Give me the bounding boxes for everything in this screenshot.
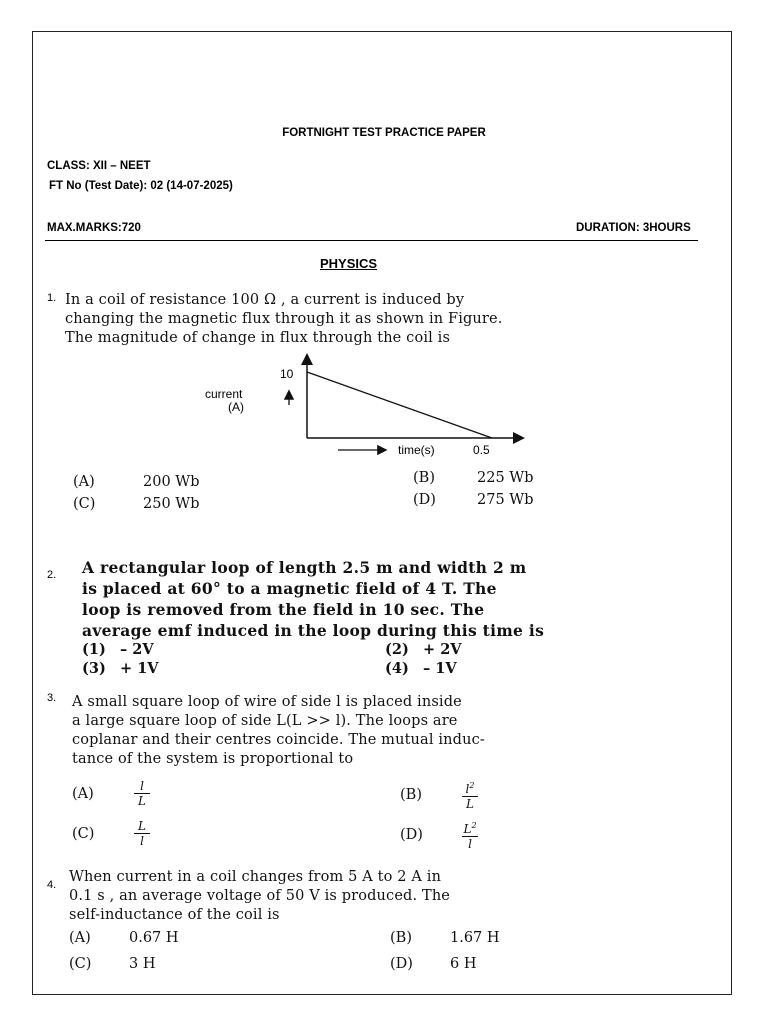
question-1-option-c[interactable] (73, 496, 199, 512)
option-label: (B) (390, 930, 412, 946)
question-2-text: A rectangular loop of length 2.5 m and width 2 m is placed at 60° to a magnetic field of 4 T. The loop is removed from the field in 10 sec. The average emf induced in the loop during this time is (82, 558, 545, 640)
fraction-denominator: l (468, 837, 472, 851)
question-4-option-a[interactable] (69, 930, 179, 946)
option-label: (A) (72, 785, 94, 802)
test-date-line: FT No (Test Date): 02 (14-07-2025) (49, 180, 233, 192)
page-border (32, 31, 732, 995)
option-text: – 1V (423, 660, 457, 677)
fraction-numerator-wrap (463, 819, 476, 836)
class-line: CLASS: XII – NEET (47, 160, 151, 172)
section-title: PHYSICS (320, 256, 378, 271)
option-text: 0.67 H (129, 930, 179, 946)
question-2-option-2[interactable] (385, 641, 462, 658)
option-text: + 1V (120, 660, 159, 677)
x-tick-05: 0.5 (473, 443, 490, 457)
option-label: (C) (72, 825, 95, 842)
option-text: 6 H (450, 956, 477, 972)
question-1-option-b[interactable] (413, 470, 533, 486)
duration: DURATION: 3HOURS (576, 222, 691, 234)
question-2-option-4[interactable] (385, 660, 457, 677)
question-1-text: In a coil of resistance 100 Ω , a current is induced by changing the magnetic flux through it as shown in Figure. The magnitude of change in flux through the coil is (65, 292, 503, 346)
x-label-time: time(s) (398, 443, 435, 457)
option-text: 200 Wb (143, 474, 200, 490)
fraction-numerator: L (463, 822, 472, 836)
option-label: (4) (385, 660, 409, 677)
option-label: (C) (69, 956, 92, 972)
option-label: (D) (390, 956, 413, 972)
option-text: 3 H (129, 956, 156, 972)
question-1-option-d[interactable] (413, 492, 533, 508)
option-text: 1.67 H (450, 930, 500, 946)
fraction-denominator: L (138, 794, 146, 808)
fraction-denominator: l (140, 834, 144, 848)
max-marks: MAX.MARKS:720 (47, 222, 141, 234)
option-label: (A) (73, 474, 95, 490)
y-label-current: current (205, 387, 243, 401)
option-label: (A) (69, 930, 91, 946)
fraction-exponent: 2 (469, 781, 475, 790)
fraction-numerator: l (465, 782, 470, 796)
option-label: (D) (413, 492, 436, 508)
fraction (134, 819, 150, 848)
option-text: – 2V (120, 641, 154, 658)
question-3-option-a[interactable] (72, 779, 150, 808)
question-4-option-d[interactable] (390, 956, 476, 972)
question-3-text: A small square loop of wire of side l is placed inside a large square loop of side L(L >> l). The loops are coplanar and their centres coincide. The mutual induc- tance of the system is proportional to (72, 694, 485, 767)
question-2-option-1[interactable] (82, 641, 154, 658)
question-4-number: 4. (47, 879, 57, 891)
fraction (462, 779, 478, 811)
y-label-unit: (A) (228, 400, 244, 414)
question-4-option-b[interactable] (390, 930, 500, 946)
question-2-option-3[interactable] (82, 660, 159, 677)
question-3-option-d[interactable] (400, 819, 478, 851)
question-1-option-a[interactable] (73, 474, 199, 490)
fraction-numerator: L (138, 819, 146, 833)
fraction-denominator: L (466, 797, 474, 811)
option-text: + 2V (423, 641, 462, 658)
question-3-option-b[interactable] (400, 779, 478, 811)
option-label: (C) (73, 496, 96, 512)
option-label: (D) (400, 827, 423, 843)
option-label: (2) (385, 641, 409, 658)
header-divider (45, 240, 698, 241)
fraction-numerator: l (140, 779, 144, 793)
paper-title: FORTNIGHT TEST PRACTICE PAPER (282, 127, 486, 139)
option-text: 225 Wb (477, 470, 534, 486)
question-2-number: 2. (47, 569, 57, 581)
fraction (462, 819, 478, 851)
fraction (134, 779, 150, 808)
question-4-option-c[interactable] (69, 956, 155, 972)
question-1-number: 1. (47, 292, 57, 304)
question-3-option-c[interactable] (72, 819, 150, 848)
option-label: (1) (82, 641, 106, 658)
fraction-exponent: 2 (471, 821, 477, 830)
option-label: (B) (400, 787, 422, 803)
option-label: (3) (82, 660, 106, 677)
question-4-text: When current in a coil changes from 5 A to 2 A in 0.1 s , an average voltage of 50 V is produced. The self-inductance of the coil is (69, 869, 451, 923)
option-text: 250 Wb (143, 496, 200, 512)
y-tick-10: 10 (280, 367, 294, 381)
option-text: 275 Wb (477, 492, 534, 508)
fraction-numerator-wrap (466, 779, 475, 796)
option-label: (B) (413, 470, 435, 486)
question-3-number: 3. (47, 692, 57, 704)
